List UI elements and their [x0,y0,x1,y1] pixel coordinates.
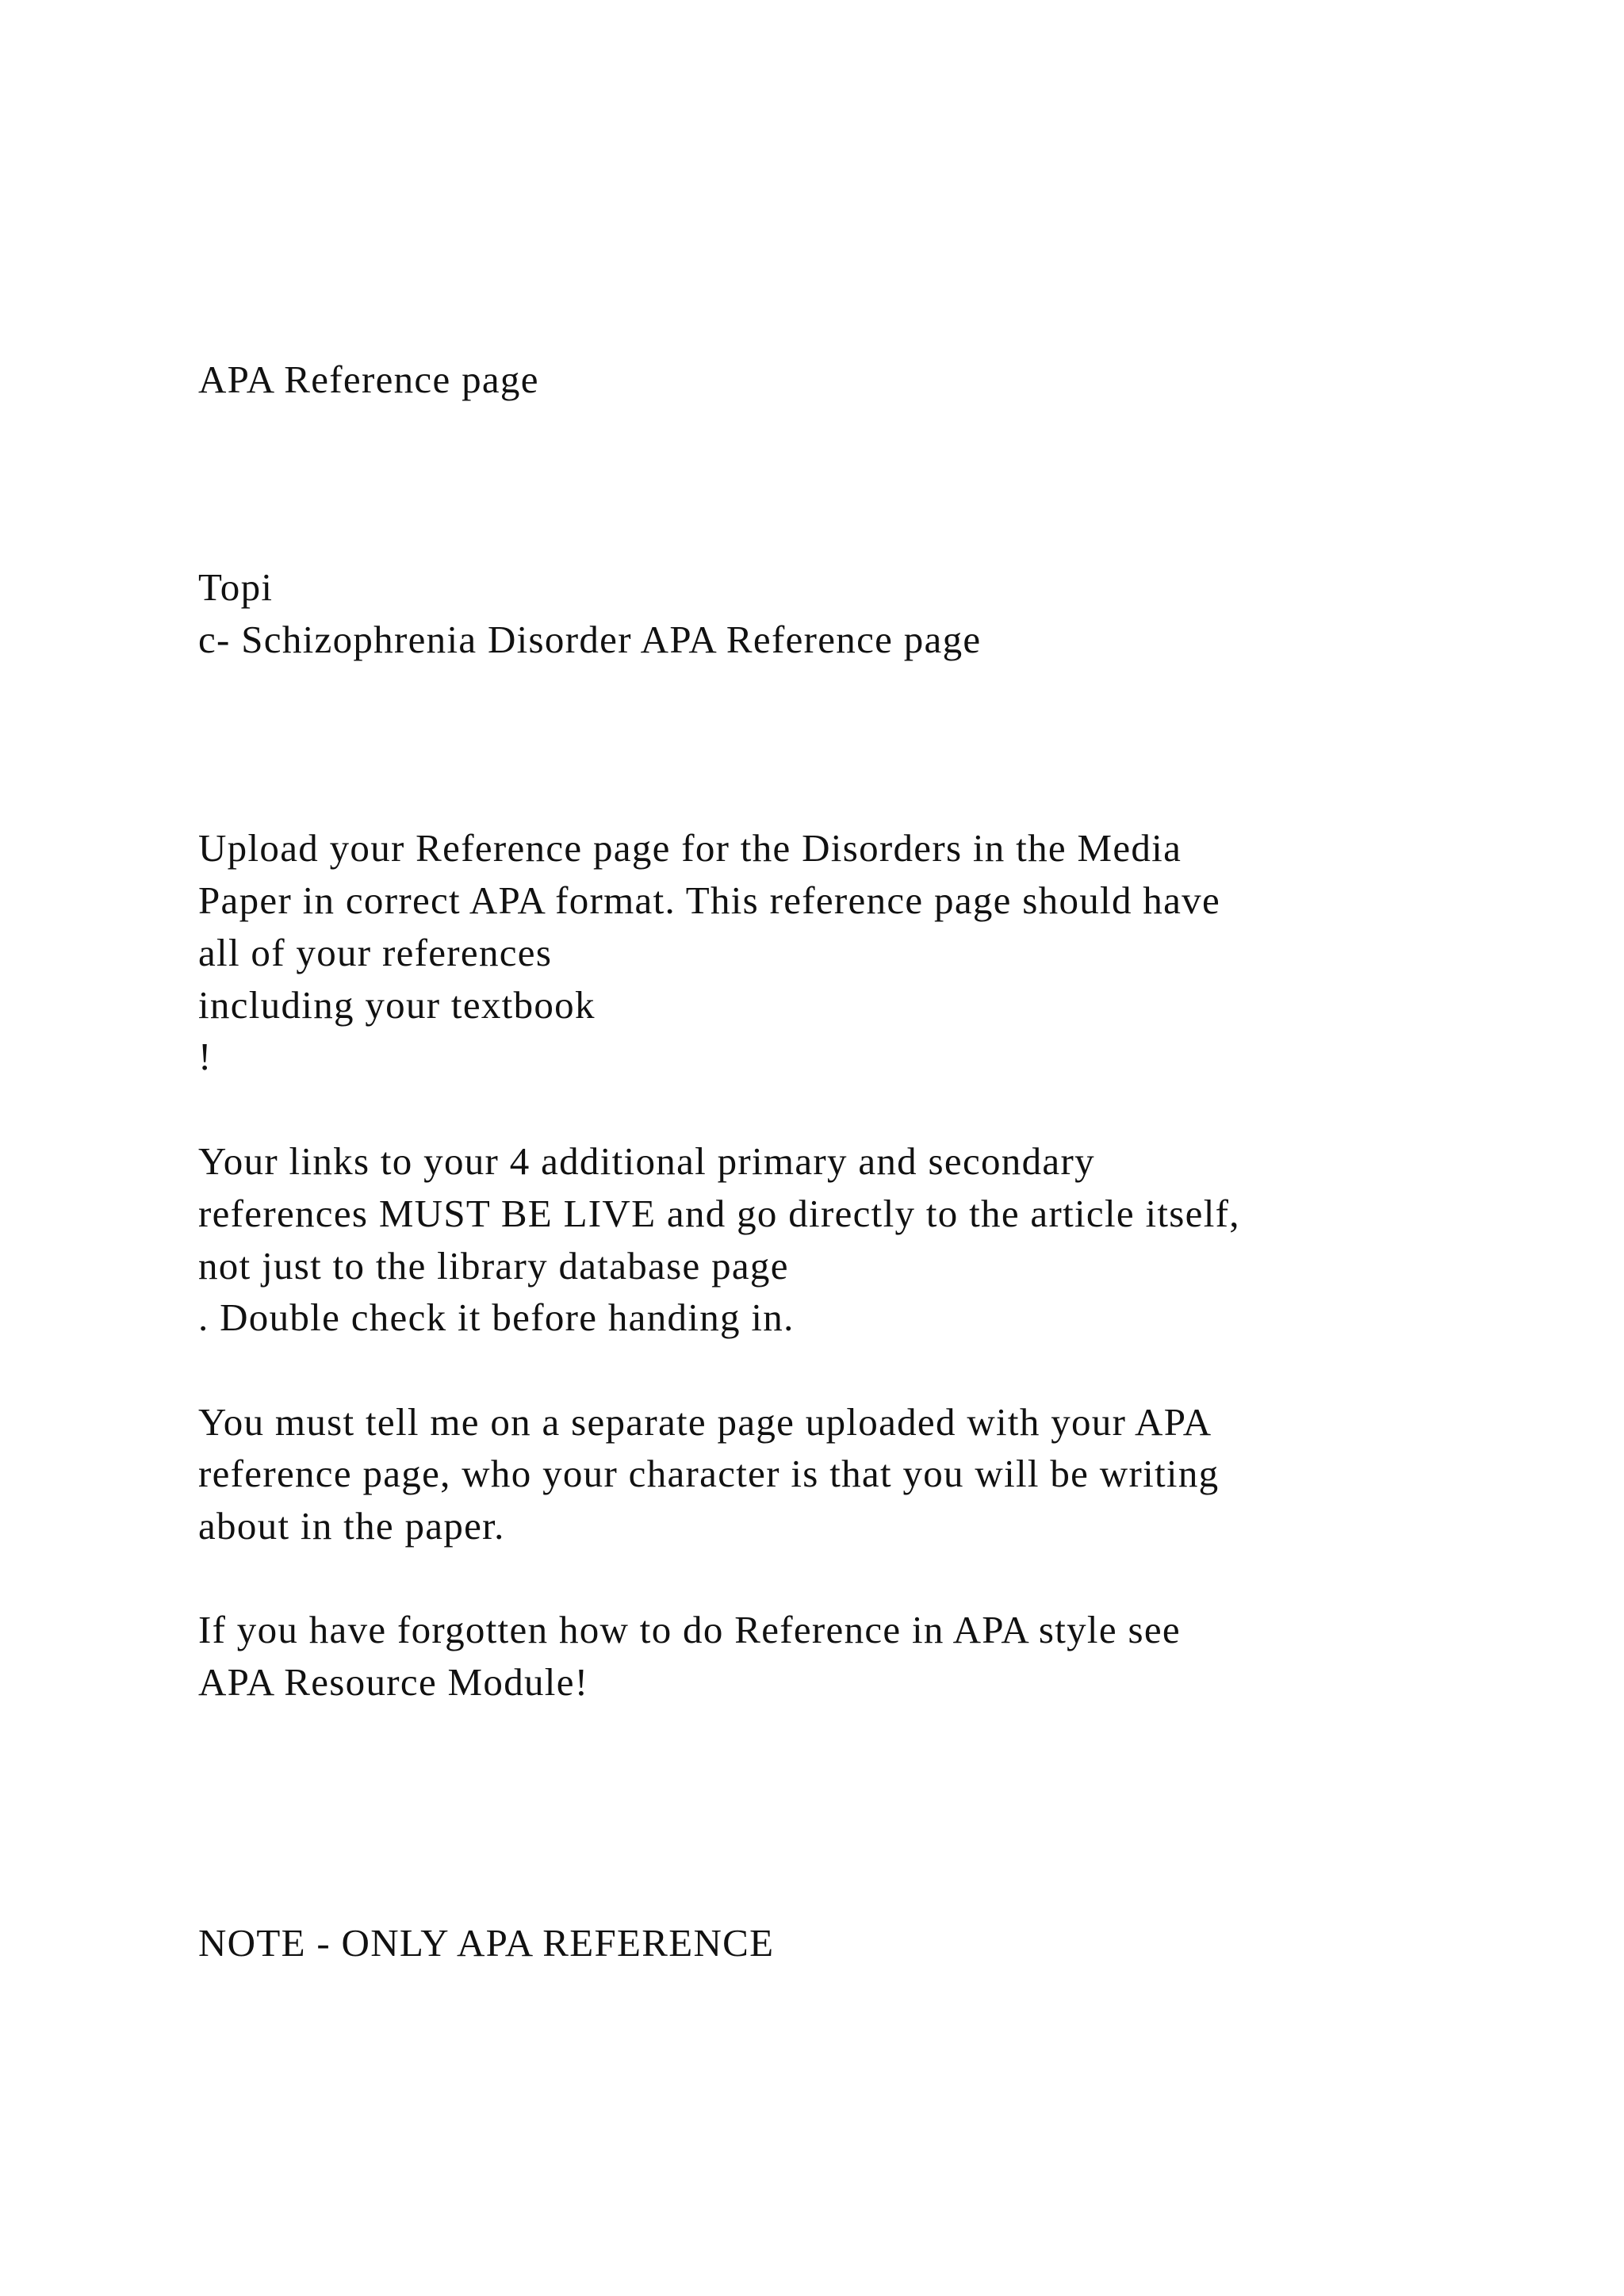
paragraph-1-line-4: including your textbook [198,983,596,1027]
paragraph-1-line-3: all of your references [198,931,553,974]
paragraph-3-line-2: reference page, who your character is that you will be writing [198,1452,1220,1495]
topic-line-2: c- Schizophrenia Disorder APA Reference page [198,618,982,661]
paragraph-2-line-1: Your links to your 4 additional primary and secondary [198,1139,1095,1183]
document-title: APA Reference page [198,358,539,401]
paragraph-1-line-1: Upload your Reference page for the Disorders in the Media [198,826,1182,870]
topic-line-1: Topi [198,565,274,609]
paragraph-2-line-2: references MUST BE LIVE and go directly to the article itself, [198,1192,1240,1235]
paragraph-3-line-3: about in the paper. [198,1504,505,1548]
paragraph-4-line-1: If you have forgotten how to do Reference in APA style see [198,1608,1181,1651]
paragraph-3-line-1: You must tell me on a separate page uploaded with your APA [198,1400,1212,1444]
paragraph-4-line-2: APA Resource Module! [198,1660,589,1704]
paragraph-1-line-2: Paper in correct APA format. This reference page should have [198,878,1221,922]
paragraph-2-line-3: not just to the library database page [198,1244,789,1288]
paragraph-2-line-4: . Double check it before handing in. [198,1295,795,1339]
paragraph-1-line-5: ! [198,1035,213,1078]
note-line: NOTE - ONLY APA REFERENCE [198,1921,775,1965]
